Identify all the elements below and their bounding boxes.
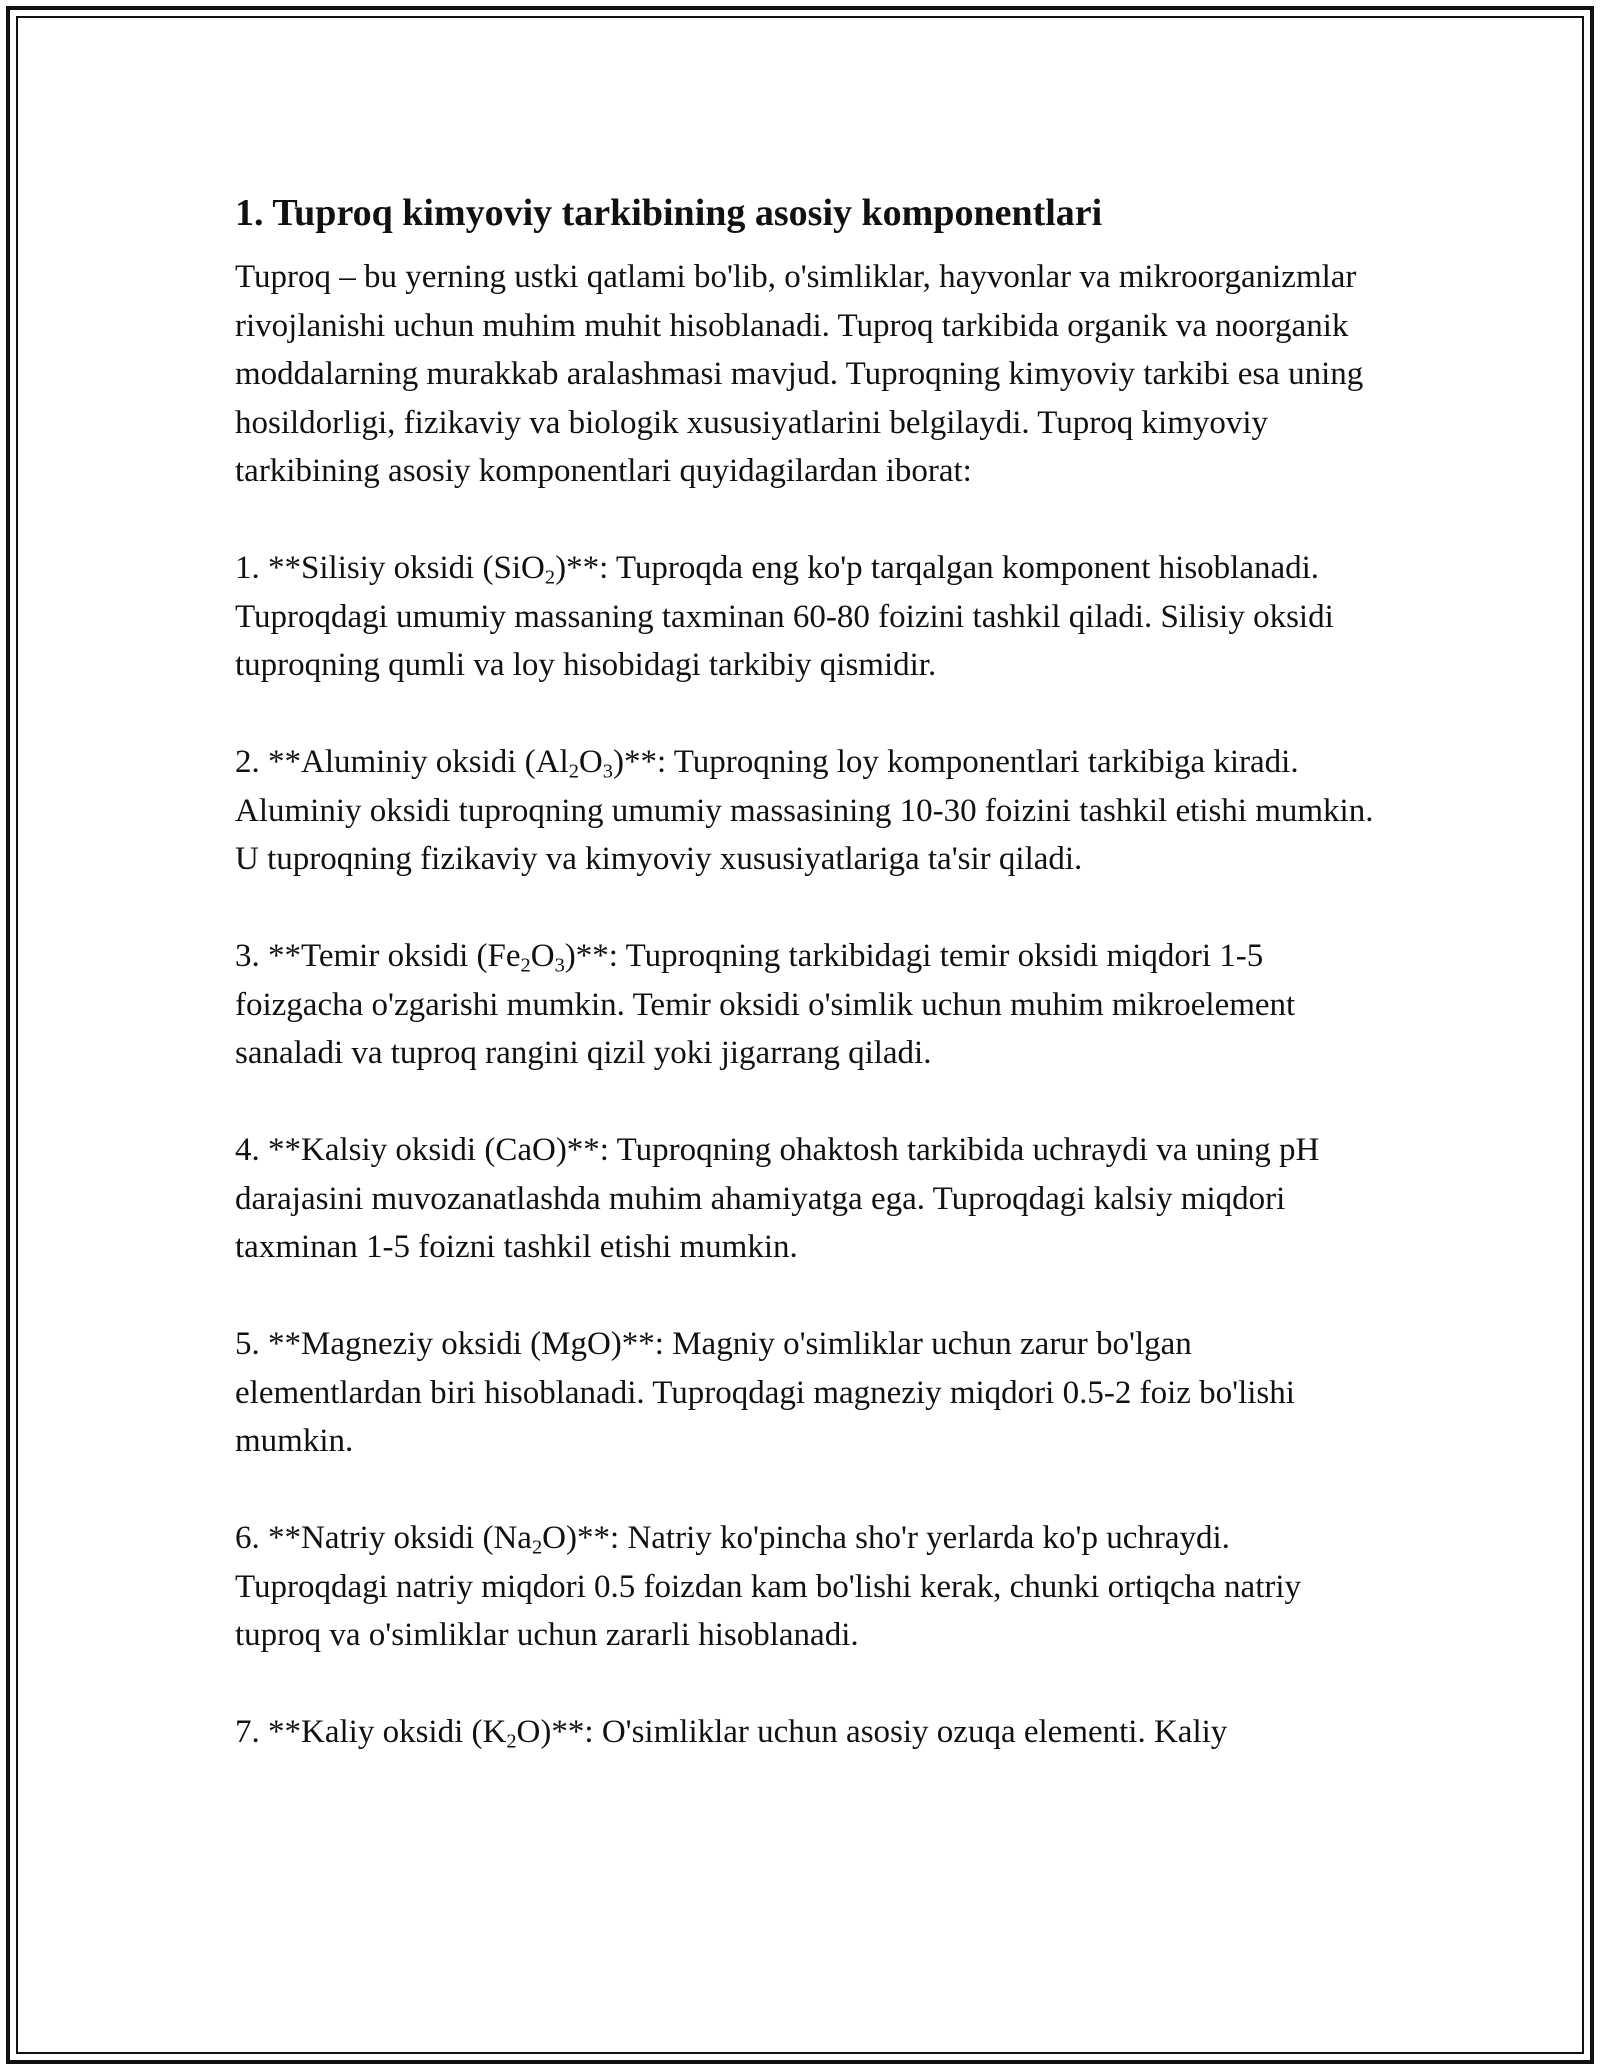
formula-subscript: 2: [544, 566, 556, 589]
component-name: 2. **Aluminiy oksidi (Al: [235, 744, 569, 780]
component-item: [235, 1320, 1385, 1466]
component-item: [235, 738, 1385, 884]
formula-subscript: 2: [520, 954, 531, 977]
component-item: [235, 932, 1385, 1078]
formula-part: O: [530, 938, 555, 974]
component-name-end: )**:: [540, 1714, 594, 1750]
component-description: O'simliklar uchun asosiy ozuqa elementi. Kaliy: [593, 1714, 1228, 1750]
formula-part: O: [542, 1520, 567, 1556]
component-description: Tuproqda eng ko'p tarqalgan komponent hisoblanadi. Tuproqdagi umumiy massaning taxminan 60-80 foizini tashkil qiladi. Silisiy oksidi tuproqning qumli va loy hisobidagi tarkibiy qismidir.: [235, 550, 1334, 683]
component-description: Tuproqning loy komponentlari tarkibiga kiradi. Aluminiy oksidi tuproqning umumiy massasining 10-30 foizini tashkil etishi mumkin. U tuproqning fizikaviy va kimyoviy xususiyatlariga ta'sir qiladi.: [235, 744, 1374, 877]
formula-part: O: [578, 744, 603, 780]
component-description: Tuproqning tarkibidagi temir oksidi miqdori 1-5 foizgacha o'zgarishi mumkin. Temir oksidi o'simlik uchun muhim mikroelement sanaladi va tuproq rangini qizil yoki jigarrang qiladi.: [235, 938, 1296, 1071]
intro-paragraph: Tuproq – bu yerning ustki qatlami bo'lib, o'simliklar, hayvonlar va mikroorganizmlar rivojlanishi uchun muhim muhit hisoblanadi. Tuproq tarkibida organik va noorganik moddalarning murakkab aralashmasi mavjud. Tuproqning kimyoviy tarkibi esa uning hosildorligi, fizikaviy va biologik xususiyatlarini belgilaydi. Tuproq kimyoviy tarkibining asosiy komponentlari quyidagilardan iborat:: [235, 259, 1364, 489]
formula-subscript: 3: [602, 760, 613, 783]
formula-subscript: 2: [531, 1536, 543, 1559]
component-name: 5. **Magneziy oksidi (MgO)**:: [235, 1326, 664, 1362]
component-description: Natriy ko'pincha sho'r yerlarda ko'p uchraydi. Tuproqdagi natriy miqdori 0.5 foizdan kam bo'lishi kerak, chunki ortiqcha natriy tuproq va o'simliklar uchun zararli hisoblanadi.: [235, 1520, 1302, 1653]
component-description: Magniy o'simliklar uchun zarur bo'lgan elementlardan biri hisoblanadi. Tuproqdagi magneziy miqdori 0.5-2 foiz bo'lishi mumkin.: [235, 1326, 1295, 1459]
component-name: 4. **Kalsiy oksidi (CaO)**:: [235, 1132, 609, 1168]
component-name: 7. **Kaliy oksidi (K: [235, 1714, 507, 1750]
formula-subscript: 2: [506, 1730, 517, 1753]
component-name: 6. **Natriy oksidi (Na: [235, 1520, 532, 1556]
component-item: [235, 544, 1385, 690]
component-name-end: )**:: [564, 938, 618, 974]
component-list: [235, 544, 1385, 1757]
document-body: [235, 185, 1385, 1805]
component-name: 1. **Silisiy oksidi (SiO: [235, 550, 545, 586]
component-name-end: )**:: [612, 744, 667, 780]
component-item: [235, 1126, 1385, 1272]
component-name-end: )**:: [566, 1520, 620, 1556]
component-item: [235, 1708, 1385, 1757]
component-name-end: )**:: [555, 550, 609, 586]
component-item: [235, 1514, 1385, 1660]
formula-subscript: 2: [568, 760, 579, 783]
formula-part: O: [516, 1714, 541, 1750]
component-name: 3. **Temir oksidi (Fe: [235, 938, 521, 974]
section-heading: 1. Tuproq kimyoviy tarkibining asosiy komponentlari: [235, 192, 1103, 234]
formula-subscript: 3: [554, 954, 565, 977]
component-description: Tuproqning ohaktosh tarkibida uchraydi va uning pH darajasini muvozanatlashda muhim ahamiyatga ega. Tuproqdagi kalsiy miqdori taxminan 1-5 foizni tashkil etishi mumkin.: [235, 1132, 1320, 1265]
